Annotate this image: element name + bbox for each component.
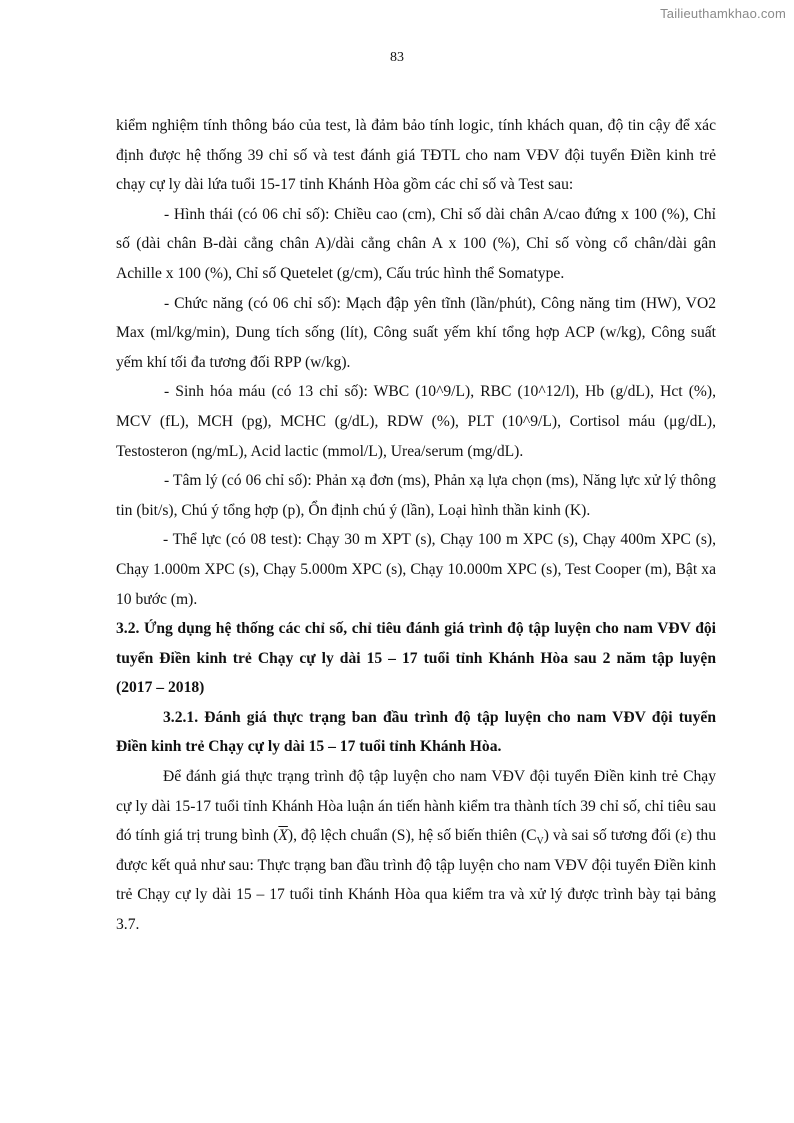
final-paragraph-part1: Để đánh giá thực trạng trình độ tập luyện cho nam VĐV đội tuyển Điền kinh trẻ Chạy cự ly dài 15-17 tuổi tỉnh Khánh Hòa luận án tiến hành kiểm tra thành tích 39 chỉ số, chỉ tiêu sau đó tính giá trị trung bình ( bbox=[116, 768, 716, 845]
page-body bbox=[116, 111, 716, 940]
section-heading: 3.2. Ứng dụng hệ thống các chỉ số, chỉ tiêu đánh giá trình độ tập luyện cho nam VĐV đội tuyển Điền kinh trẻ Chạy cự ly dài 15 – 17 tuổi tỉnh Khánh Hòa sau 2 năm tập luyện (2017 – 2018) bbox=[116, 620, 716, 697]
watermark: Tailieuthamkhao.com bbox=[660, 6, 786, 21]
list-item-physical-fitness: - Thể lực (có 08 test): Chạy 30 m XPT (s), Chạy 100 m XPC (s), Chạy 400m XPC (s), Chạy 1.000m XPC (s), Chạy 5.000m XPC (s), Chạy 10.000m XPC (s), Test Cooper (m), Bật xa 10 bước (m). bbox=[116, 531, 716, 608]
mean-symbol: $\overline{X}$ bbox=[278, 827, 288, 845]
list-item-morphology: - Hình thái (có 06 chỉ số): Chiều cao (cm), Chỉ số dài chân A/cao đứng x 100 (%), Chỉ số (dài chân B-dài cẳng chân A)/dài cẳng chân A x 100 (%), Chỉ số vòng cổ chân/dài gân Achille x 100 (%), Chỉ số Quetelet (g/cm), Cấu trúc hình thể Somatype. bbox=[116, 205, 716, 282]
list-item-psychology: - Tâm lý (có 06 chỉ số): Phản xạ đơn (ms), Phản xạ lựa chọn (ms), Năng lực xử lý thông tin (bit/s), Chú ý tổng hợp (p), Ổn định chú ý (lần), Loại hình thần kinh (K). bbox=[116, 472, 716, 519]
list-item-function: - Chức năng (có 06 chỉ số): Mạch đập yên tĩnh (lần/phút), Công năng tim (HW), VO2 Max (ml/kg/min), Dung tích sống (lít), Công suất yếm khí tổng hợp ACP (w/kg), Công suất yếm khí tối đa tương đối RPP (w/kg). bbox=[116, 294, 716, 371]
final-paragraph-part2: ), độ lệch chuẩn (S), hệ số biến thiên (C bbox=[287, 827, 537, 845]
page-number: 83 bbox=[390, 50, 404, 65]
final-paragraph-part3: ) và sai số tương đối (ε) thu được kết quả như sau: Thực trạng ban đầu trình độ tập luyện cho nam VĐV đội tuyển Điền kinh trẻ Chạy cự ly dài 15 – 17 tuổi tỉnh Khánh Hòa qua kiểm tra và xử lý được trình bày tại bảng 3.7. bbox=[116, 827, 716, 934]
cv-subscript: V bbox=[536, 836, 544, 848]
intro-paragraph: kiểm nghiệm tính thông báo của test, là đảm bảo tính logic, tính khách quan, độ tin cậy để xác định được hệ thống 39 chỉ số và test đánh giá TĐTL cho nam VĐV đội tuyển Điền kinh trẻ chạy cự ly dài lứa tuổi 15-17 tỉnh Khánh Hòa gồm các chỉ số và Test sau: bbox=[116, 117, 716, 194]
list-item-blood-biochemistry: - Sinh hóa máu (có 13 chỉ số): WBC (10^9/L), RBC (10^12/l), Hb (g/dL), Hct (%), MCV (fL), MCH (pg), MCHC (g/dL), RDW (%), PLT (10^9/L), Cortisol máu (μg/dL), Testosteron (ng/mL), Acid lactic (mmol/L), Urea/serum (mg/dL). bbox=[116, 383, 716, 460]
final-paragraph bbox=[116, 762, 716, 940]
subsection-heading: 3.2.1. Đánh giá thực trạng ban đầu trình độ tập luyện cho nam VĐV đội tuyển Điền kinh trẻ Chạy cự ly dài 15 – 17 tuổi tỉnh Khánh Hòa. bbox=[116, 708, 716, 756]
